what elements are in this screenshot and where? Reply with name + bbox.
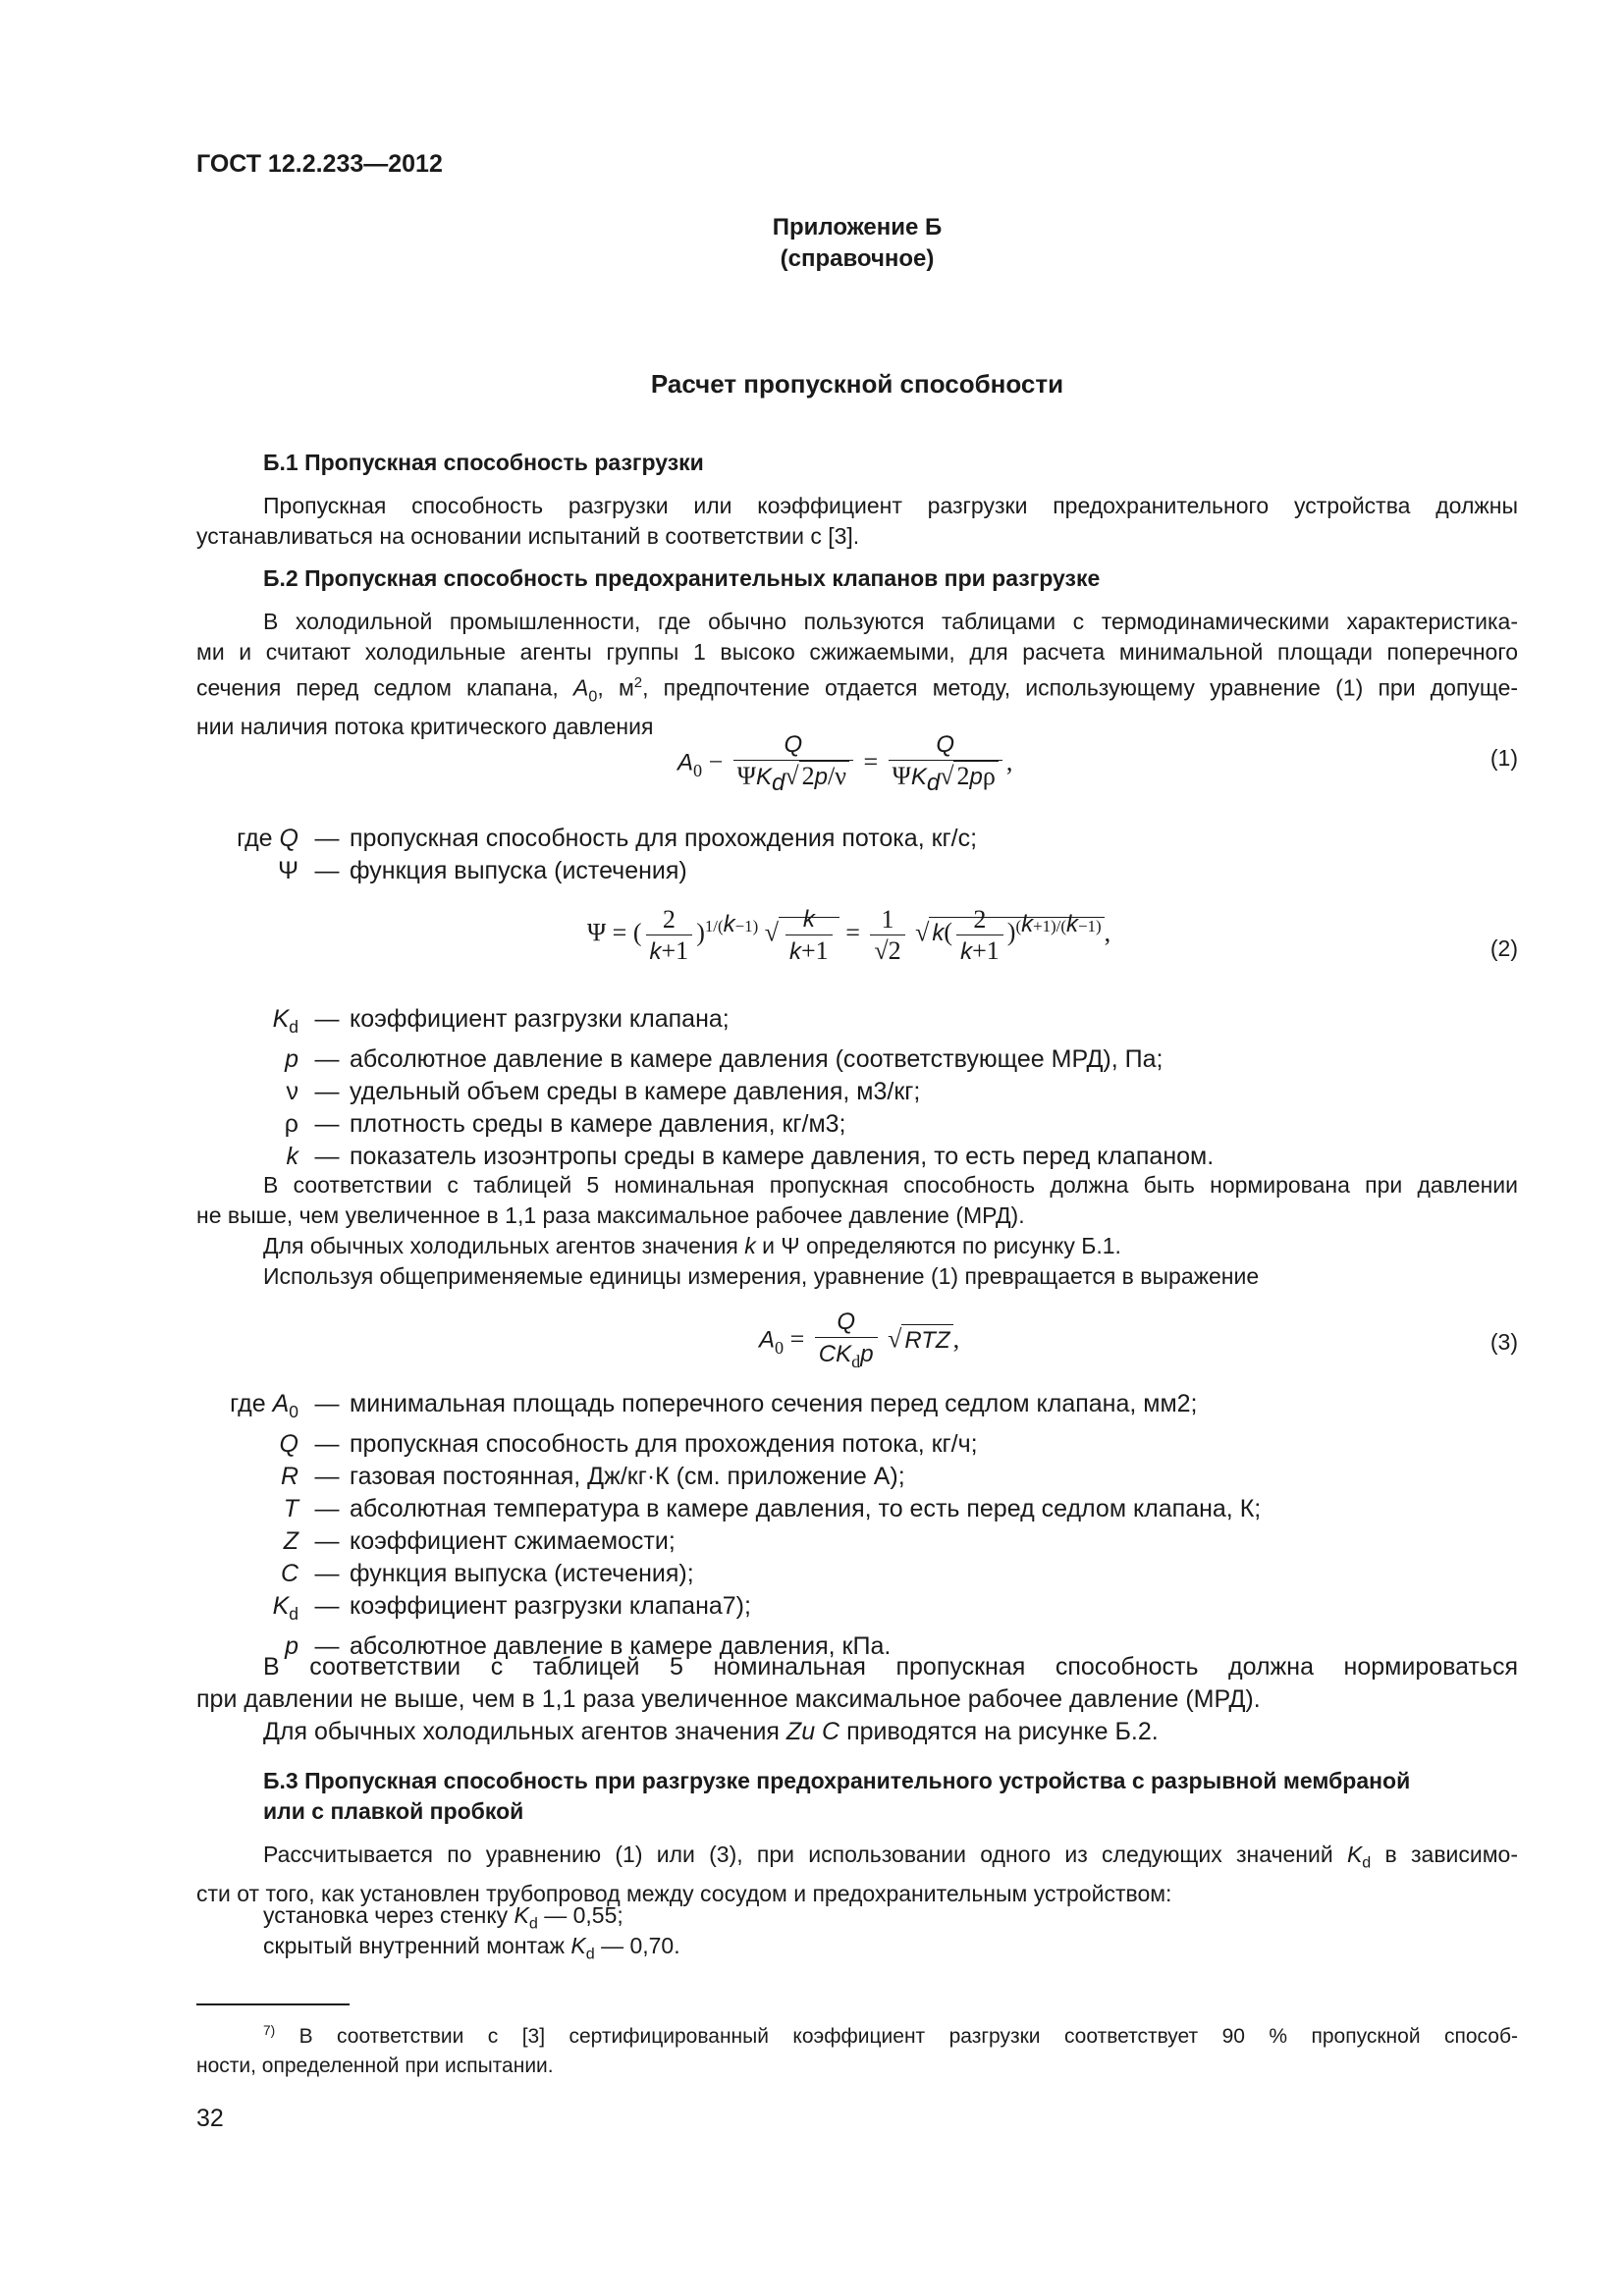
equation-2: Ψ = ( $\frac{2}{k+1}$ )$^{1/(k-1)}$ √ $\frac{k}{k+1}$ = $\frac{1}{√2}$ √ k( $\frac{2}{k+1}$ )$^{(k+1)/(k-1)}$ , bbox=[587, 904, 1111, 965]
list-item: R — газовая постоянная, Дж/кг·К (см. приложение А); bbox=[280, 1463, 905, 1490]
list-item: T — абсолютная температура в камере давления, то есть перед седлом клапана, К; bbox=[283, 1495, 1262, 1522]
definitions-eq3 bbox=[196, 1388, 1518, 1663]
list-item: где $A_0$ — минимальная площадь поперечного сечения перед седлом клапана, мм2; bbox=[230, 1390, 1198, 1421]
b3-option-wall: установка через стенку $K_d$ — 0,55; bbox=[263, 1902, 623, 1933]
b3-heading: Б.3 Пропускная способность при разгрузке предохранительного устройства с разрывной мембраной или с плавкой пробкой bbox=[263, 1768, 1411, 1824]
b2-note-2: Для обычных холодильных агентов значения k и Ψ определяются по рисунку Б.1. bbox=[263, 1233, 1121, 1258]
list-item: где Q — пропускная способность для прохождения потока, кг/с; bbox=[237, 825, 978, 852]
equation-3: $A_0$ = $\frac{Q}{CK_dp}$ √ RTZ , bbox=[759, 1306, 959, 1377]
list-item: $K_d$ — коэффициент разгрузки клапана; bbox=[272, 1005, 730, 1037]
equation-2-number: (2) bbox=[1489, 935, 1518, 961]
b2-note-1: В соответствии с таблицей 5 номинальная пропускная способность должна быть нормирована при давлении не выше, чем увеличенное в 1,1 раза максимальное рабочее давление (МРД). bbox=[196, 1172, 1518, 1228]
document-id: ГОСТ 12.2.233—2012 bbox=[196, 150, 443, 178]
list-item: k — показатель изоэнтропы среды в камере давления, то есть перед клапаном. bbox=[286, 1143, 1215, 1170]
appendix-note: (справочное) bbox=[780, 245, 935, 272]
b2-heading: Б.2 Пропускная способность предохранительных клапанов при разгрузке bbox=[263, 565, 1101, 591]
b1-heading: Б.1 Пропускная способность разгрузки bbox=[263, 450, 704, 475]
b1-paragraph: Пропускная способность разгрузки или коэффициент разгрузки предохранительного устройства должны устанавливаться на основании испытаний в соответствии с [3]. bbox=[196, 493, 1518, 549]
list-item: ρ — плотность среды в камере давления, кг/м3; bbox=[284, 1110, 846, 1138]
list-item: Ψ — функция выпуска (истечения) bbox=[278, 857, 687, 884]
appendix-title bbox=[196, 212, 1518, 275]
b2-note-4: В соответствии с таблицей 5 номинальная пропускная способность должна нормироваться при давлении не выше, чем в 1,1 раза увеличенное максимальное рабочее давление (МРД). bbox=[196, 1653, 1518, 1713]
definitions-eq2 bbox=[196, 1003, 1518, 1173]
appendix-label: Приложение Б bbox=[772, 214, 943, 240]
b3-paragraph: Рассчитывается по уравнению (1) или (3), при использовании одного из следующих значений $K_d$ в зависимо- сти от того, как установлен трубопровод между сосудом и предохранительным устройством: bbox=[196, 1842, 1518, 1906]
b2-note-5: Для обычных холодильных агентов значения Zи C приводятся на рисунке Б.2. bbox=[263, 1718, 1159, 1745]
b3-option-hidden: скрытый внутренний монтаж $K_d$ — 0,70. bbox=[263, 1933, 680, 1963]
list-item: $K_d$ — коэффициент разгрузки клапана7); bbox=[272, 1592, 751, 1624]
footnote-divider bbox=[196, 2003, 350, 2005]
list-item: Z — коэффициент сжимаемости; bbox=[283, 1527, 676, 1555]
section-title: Расчет пропускной способности bbox=[650, 369, 1064, 399]
list-item: ν — удельный объем среды в камере давления, м3/кг; bbox=[286, 1078, 921, 1105]
equation-1: $A_0$ − $\frac{Q}{\Psi K_d√ 2p/\nu}$ = $\frac{Q}{\Psi K_d√ 2p\rho}$ , bbox=[677, 728, 1012, 800]
list-item: C — функция выпуска (истечения); bbox=[280, 1560, 694, 1587]
page-number: 32 bbox=[196, 2105, 224, 2132]
definitions-eq1 bbox=[196, 823, 1518, 887]
equation-1-number: (1) bbox=[1489, 745, 1518, 771]
equation-3-number: (3) bbox=[1489, 1329, 1518, 1355]
list-item: p — абсолютное давление в камере давления (соответствующее МРД), Па; bbox=[285, 1045, 1164, 1073]
b2-note-3: Используя общеприменяемые единицы измерения, уравнение (1) превращается в выражение bbox=[263, 1263, 1260, 1289]
list-item: Q — пропускная способность для прохождения потока, кг/ч; bbox=[279, 1430, 978, 1458]
b2-intro: В холодильной промышленности, где обычно пользуются таблицами с термодинамическими характеристика- ми и считают холодильные агенты группы 1 высоко сжижаемыми, для расчета минимальной площади поперечного сечения перед седлом клапана, $A_0$, $м^2$, предпочтение отдается методу, использующему уравнение (1) при допуще- нии наличия потока критического давления bbox=[196, 609, 1519, 740]
footnote: $^{7)}$ В соответствии с [3] сертифицированный коэффициент разгрузки соответствует 90 % пропускной способ- ности, определенной при испытании. bbox=[196, 2023, 1518, 2077]
list-item: p — абсолютное давление в камере давления, кПа. bbox=[285, 1632, 892, 1660]
